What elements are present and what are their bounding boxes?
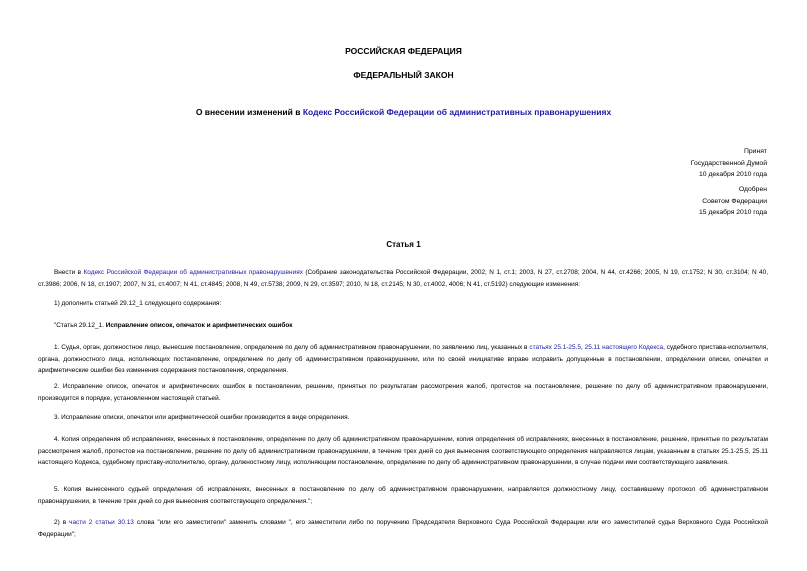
article-title-bold: Исправление описок, опечаток и арифметических ошибок xyxy=(105,322,293,329)
intro-codex-link[interactable]: Кодекс Российской Федерации об административных правонарушениях xyxy=(83,269,303,276)
adopted-line3: 10 декабря 2010 года xyxy=(699,171,767,178)
item2-paragraph xyxy=(38,517,768,540)
clause1-b: , судебного пристава-исполнителя, органа, должностного лица, исполняющих постановление, определение по делу об административном правонарушении, или по своей инициативе вправе исправить допущенные в постановлении, определении описки, опечатки и арифметические ошибки без изменения содержания постановления, определения. xyxy=(38,344,769,375)
law-title-prefix: О внесении изменений в xyxy=(195,107,303,117)
adopted-block xyxy=(691,146,767,181)
approved-block xyxy=(699,184,767,219)
approved-line2: Советом Федерации xyxy=(702,197,767,205)
adopted-line1: Принят xyxy=(743,148,767,155)
clause1-a: 1. Судья, орган, должностное лицо, вынесшие постановление, определение по делу об административном правонарушении, по заявлению лиц, указанных в xyxy=(54,344,530,351)
intro-rest: (Собрание законодательства Российской Федерации, 2002, N 1, ст.1; 2003, N 27, ст.2708; 2004, N 44, ст.4266; 2005, N 19, ст.1752; N 30, ст.3104; N 40, ст.3986; 2006, N 18, ст.1907; 2007, N 31, ст.4007; N 41, ст.4845; 2008, N 49, ст.5738; 2009, N 29, ст.3597; 2010, N 18, ст.2145; N 30, ст.4002, 4006; N 41, ст.5192) следующие изменения: xyxy=(38,269,768,288)
law-type-heading: ФЕДЕРАЛЬНЫЙ ЗАКОН xyxy=(353,70,454,80)
item1-paragraph: 1) дополнить статьей 29.12_1 следующего содержания: xyxy=(54,300,222,307)
clause3-paragraph: 3. Исправление описки, опечатки или арифметической ошибки производится в виде определения. xyxy=(54,414,350,421)
country-heading: РОССИЙСКАЯ ФЕДЕРАЦИЯ xyxy=(345,46,462,56)
intro-paragraph xyxy=(38,267,768,290)
clause2-paragraph: 2. Исправление описок, опечаток и арифметических ошибок в постановлении, решении, принятых по результатам рассмотрения жалоб, протестов на постановление, решение по делу об административном правонарушении, производится в порядке, установленном настоящей статьей. xyxy=(38,383,768,402)
article-heading: Статья 1 xyxy=(386,240,421,249)
clause5-paragraph: 5. Копия вынесенного судьей определения об исправлениях, внесенных в постановление по делу об административном правонарушении, направляется должностному лицу, составившему протокол об административном правонарушении, в течение трех дней со дня вынесения соответствующего определения."; xyxy=(38,486,768,505)
adopted-line2: Государственной Думой xyxy=(690,159,767,167)
item2-prefix: 2) в xyxy=(54,519,70,526)
clause4-paragraph: 4. Копия определения об исправлениях, внесенных в постановление, определение по делу об административном правонарушении, копия определения об исправлениях, внесенных в постановление, решение, принятые по результатам рассмотрения жалоб, протестов на постановление, решение по делу об административном правонарушении, в течение трех дней со дня вынесения соответствующего определения направляются лицам, указанным в статьях 25.1-25.5, 25.11 настоящего Кодекса, судебному приставу-исполнителю, органу, должностному лицу, исполняющим постановление, определение по делу об административном правонарушении, в случае подачи ими соответствующего заявления. xyxy=(38,436,768,467)
law-title xyxy=(0,107,807,117)
clause1-paragraph xyxy=(38,342,768,377)
approved-line1: Одобрен xyxy=(738,186,767,193)
approved-line3: 15 декабря 2010 года xyxy=(699,209,767,216)
intro-prefix: Внести в xyxy=(54,269,84,276)
articles-25-1-link[interactable]: статьях 25.1-25.5 xyxy=(529,344,581,351)
article-25-11-link[interactable]: 25.11 настоящего Кодекса xyxy=(584,344,664,351)
article-title-paragraph xyxy=(38,320,768,332)
clause1-sep: , xyxy=(580,344,585,351)
codex-link[interactable]: Кодекс Российской Федерации об административных правонарушениях xyxy=(302,107,612,117)
item2-rest: слова "или его заместители" заменить словами ", его заместители либо по поручению Председателя Верховного Суда Российской Федерации или его заместителей судья Верховного Суда Российской Федерации"; xyxy=(38,519,768,538)
article-title-prefix: "Статья 29.12_1. xyxy=(54,322,106,329)
article-30-13-link[interactable]: части 2 статьи 30.13 xyxy=(69,519,134,526)
